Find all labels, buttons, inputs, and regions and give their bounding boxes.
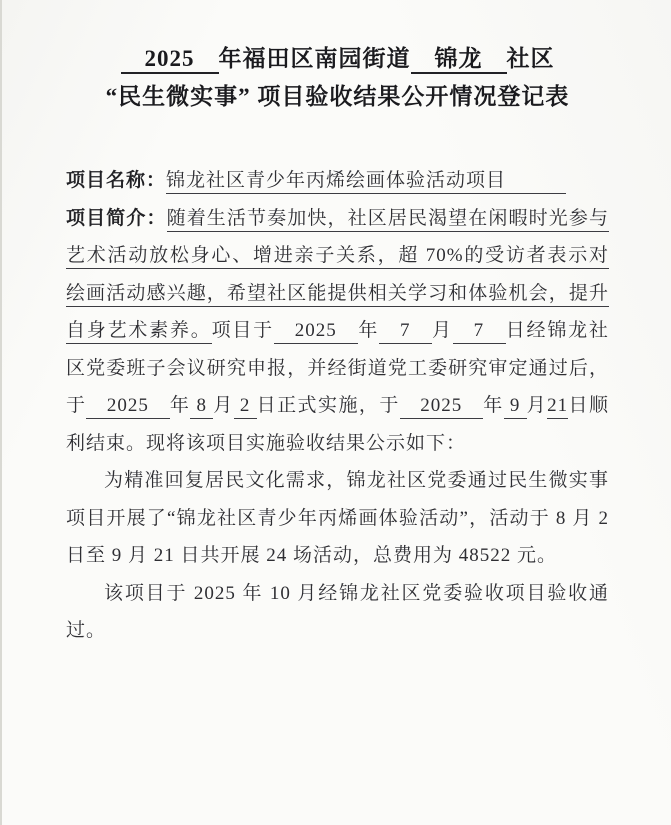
intro-segment: 日经锦龙社区党委班子会议研究申报，并经街道党工委研究审定通过后，于 bbox=[66, 320, 609, 416]
acceptance-paragraph: 该项目于 2025 年 10 月经锦龙社区党委验收项目验收通过。 bbox=[66, 582, 609, 641]
document-content bbox=[66, 40, 609, 650]
intro-segment: 月 bbox=[432, 320, 453, 341]
title-community-blank: 锦龙 bbox=[411, 46, 507, 74]
intro-segment-blank: 2025 bbox=[400, 395, 483, 419]
title-line-2: “民生微实事” 项目验收结果公开情况登记表 bbox=[105, 84, 570, 109]
intro-segment: 月 bbox=[526, 395, 548, 416]
intro-segment-blank: 2025 bbox=[274, 320, 358, 344]
intro-segment-blank: 8 bbox=[190, 395, 213, 419]
title-year-blank: 2025 bbox=[121, 46, 219, 74]
intro-segment: 日正式实施，于 bbox=[256, 395, 400, 416]
intro-segment-blank: 7 bbox=[379, 320, 432, 344]
title-community-suffix: 社区 bbox=[506, 46, 555, 71]
project-name-label: 项目名称： bbox=[66, 170, 167, 191]
intro-segment-blank: 2025 bbox=[86, 395, 169, 419]
title-district-text: 年福田区南园街道 bbox=[218, 46, 411, 71]
project-name-value: 锦龙社区青少年丙烯绘画体验活动项目 bbox=[166, 170, 566, 194]
document-body bbox=[66, 162, 609, 650]
intro-segment: 年 bbox=[358, 320, 380, 341]
title-line-1 bbox=[66, 40, 609, 78]
intro-segment: 随着生活节奏加快，社区居民渴望在闲暇时光参与艺术活动放松身心、增进亲子关系，超 70%的受访者表示对绘画活动感兴趣，希望社区能提供相关学习和体验机会，提升自身艺术素养。 bbox=[66, 208, 609, 345]
intro-segment: 月 bbox=[213, 395, 234, 416]
summary-paragraph: 为精准回复居民文化需求，锦龙社区党委通过民生微实事项目开展了“锦龙社区青少年丙烯画体验活动”，活动于 8 月 2 日至 9 月 21 日共开展 24 场活动，总费用为 48522 元。 bbox=[66, 470, 609, 566]
document-title bbox=[66, 40, 609, 116]
intro-segment-blank: 9 bbox=[504, 395, 527, 419]
intro-segment-blank: 7 bbox=[453, 320, 506, 344]
intro-segment-blank: 2 bbox=[234, 395, 257, 419]
intro-segment: 日顺利结束。现将该项目实施验收结果公示如下： bbox=[66, 395, 609, 454]
intro-segment: 年 bbox=[483, 395, 504, 416]
project-intro-label: 项目简介： bbox=[66, 207, 167, 229]
project-name-row bbox=[66, 162, 609, 200]
project-intro-paragraph bbox=[66, 200, 609, 463]
intro-segment: 项目于 bbox=[211, 320, 274, 341]
intro-segment: 年 bbox=[169, 395, 191, 416]
intro-segment-blank: 21 bbox=[547, 395, 568, 419]
